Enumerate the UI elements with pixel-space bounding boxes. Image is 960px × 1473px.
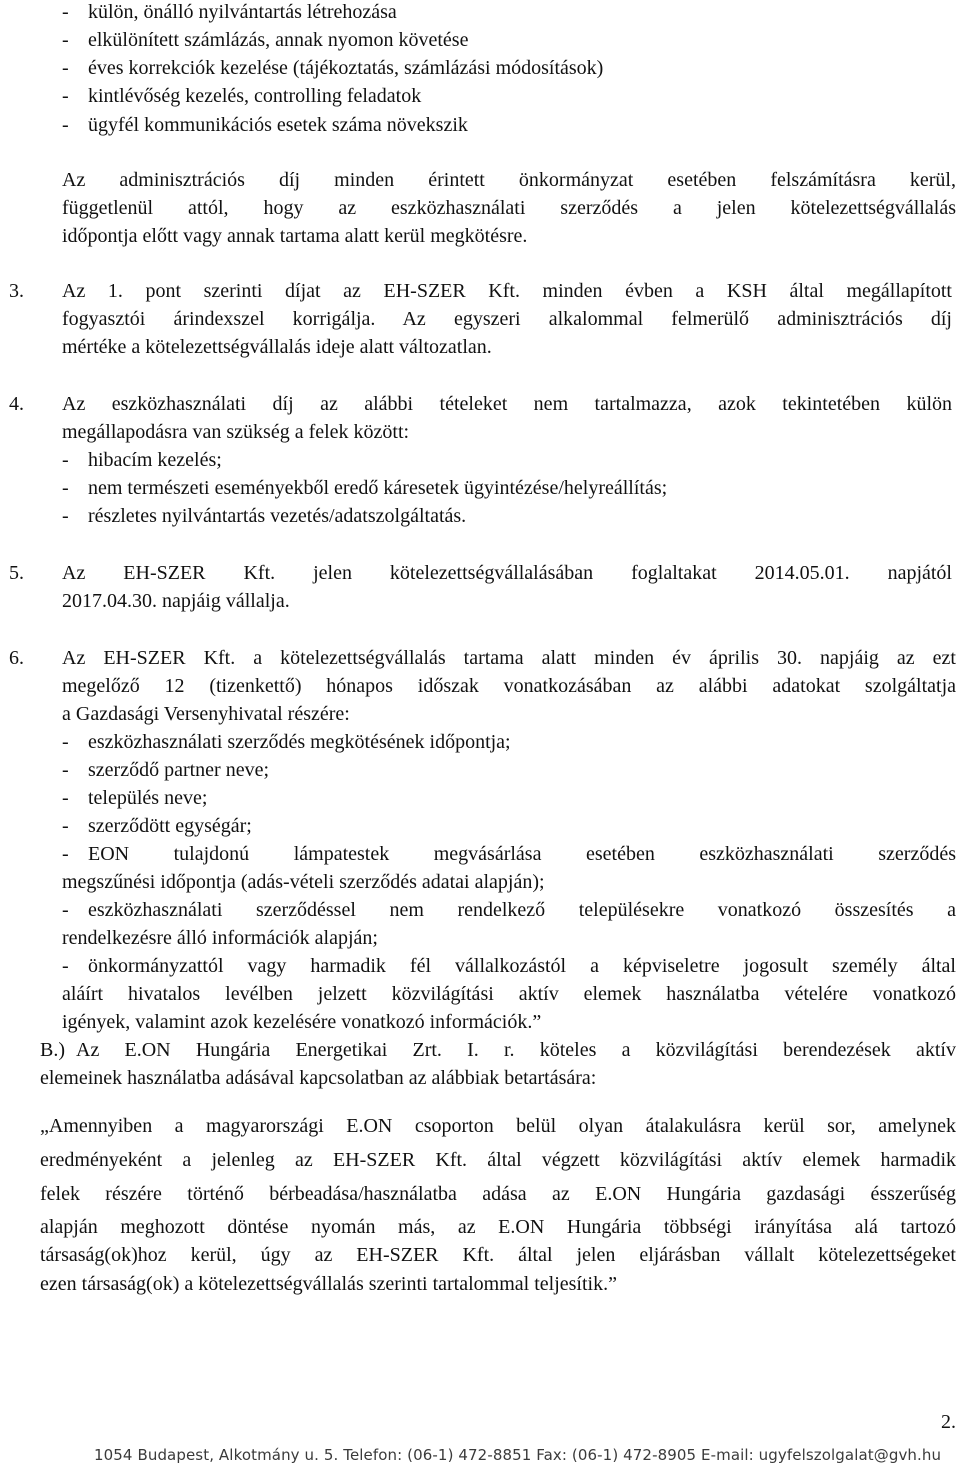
list-dash: -: [62, 787, 69, 809]
list-item: ügyfél kommunikációs esetek száma növekszik: [88, 114, 468, 136]
page-number: 2.: [941, 1411, 956, 1433]
list-dash: -: [62, 759, 69, 781]
list-item: külön, önálló nyilvántartás létrehozása: [88, 1, 397, 23]
list-dash: -: [62, 505, 69, 527]
list-item: EON tulajdonú lámpatestek megvásárlása esetében eszközhasználati szerződés: [88, 843, 956, 865]
list-item: elkülönített számlázás, annak nyomon követése: [88, 29, 469, 51]
list-item: nem természeti eseményekből eredő káresetek ügyintézése/helyreállítás;: [88, 477, 668, 499]
paragraph-line: függetlenül attól, hogy az eszközhasználati szerződés a jelen kötelezettségvállalás: [62, 197, 956, 219]
point-number: 5.: [9, 562, 24, 584]
list-item: szerződött egységár;: [88, 815, 252, 837]
paragraph-line: fogyasztói árindexszel korrigálja. Az egyszeri alkalommal felmerülő adminisztrációs díj: [62, 308, 952, 330]
paragraph-line: felek részére történő bérbeadása/használatba adása az E.ON Hungária gazdasági ésszerűség: [40, 1183, 956, 1205]
paragraph-line: mértéke a kötelezettségvállalás ideje alatt változatlan.: [62, 336, 492, 358]
list-dash: -: [62, 843, 69, 865]
paragraph-line: Az adminisztrációs díj minden érintett önkormányzat esetében felszámításra kerül,: [62, 169, 956, 191]
list-item-continuation: igények, valamint azok kezelésére vonatkozó információk.”: [62, 1011, 542, 1033]
paragraph-line: időpontja előtt vagy annak tartama alatt kerül megkötésre.: [62, 225, 528, 247]
paragraph-line: megállapodásra van szükség a felek között:: [62, 421, 410, 443]
list-dash: -: [62, 1, 69, 23]
point-number: 4.: [9, 393, 24, 415]
paragraph-line: Az 1. pont szerinti díjat az EH-SZER Kft. minden évben a KSH által megállapított: [62, 280, 952, 302]
paragraph-line: megelőző 12 (tizenkettő) hónapos időszak vonatkozásában az alábbi adatokat szolgáltatja: [62, 675, 956, 697]
paragraph-line: Az EH-SZER Kft. jelen kötelezettségvállalásában foglaltakat 2014.05.01. napjától: [62, 562, 952, 584]
paragraph-line: társaság(ok)hoz kerül, úgy az EH-SZER Kft. által jelen eljárásban vállalt kötelezettségeket: [40, 1244, 956, 1266]
list-item: szerződő partner neve;: [88, 759, 270, 781]
list-item: település neve;: [88, 787, 208, 809]
section-label: B.): [40, 1039, 65, 1061]
list-item: önkormányzattól vagy harmadik fél vállalkozástól a képviseletre jogosult személy által: [88, 955, 956, 977]
list-dash: -: [62, 815, 69, 837]
paragraph-line: eredményeként a jelenleg az EH-SZER Kft. által végzett közvilágítási aktív elemek harmadik: [40, 1149, 956, 1171]
list-item: éves korrekciók kezelése (tájékoztatás, számlázási módosítások): [88, 57, 604, 79]
list-dash: -: [62, 899, 69, 921]
list-item-continuation: rendelkezésre álló információk alapján;: [62, 927, 378, 949]
paragraph-line: a Gazdasági Versenyhivatal részére:: [62, 703, 350, 725]
paragraph-line: 2017.04.30. napjáig vállalja.: [62, 590, 290, 612]
list-dash: -: [62, 57, 69, 79]
list-item: kintlévőség kezelés, controlling feladatok: [88, 85, 422, 107]
list-item-continuation: aláírt hivatalos levélben jelzett közvilágítási aktív elemek használatba vételére vonatkozó: [62, 983, 956, 1005]
list-item: részletes nyilvántartás vezetés/adatszolgáltatás.: [88, 505, 467, 527]
paragraph-line: Az EH-SZER Kft. a kötelezettségvállalás tartama alatt minden év április 30. napjáig az ezt: [62, 647, 956, 669]
list-dash: -: [62, 85, 69, 107]
list-dash: -: [62, 955, 69, 977]
list-item: eszközhasználati szerződéssel nem rendelkező településekre vonatkozó összesítés a: [88, 899, 956, 921]
paragraph-line: Az eszközhasználati díj az alábbi tételeket nem tartalmazza, azok tekintetében külön: [62, 393, 952, 415]
list-item: hibacím kezelés;: [88, 449, 222, 471]
list-dash: -: [62, 29, 69, 51]
list-item-continuation: megszűnési időpontja (adás-vételi szerződés adatai alapján);: [62, 871, 545, 893]
paragraph-line: ezen társaság(ok) a kötelezettségvállalás szerinti tartalommal teljesítik.”: [40, 1273, 617, 1295]
paragraph-line: elemeinek használatba adásával kapcsolatban az alábbiak betartására:: [40, 1067, 597, 1089]
list-dash: -: [62, 731, 69, 753]
list-item: eszközhasználati szerződés megkötésének időpontja;: [88, 731, 511, 753]
point-number: 3.: [9, 280, 24, 302]
list-dash: -: [62, 114, 69, 136]
list-dash: -: [62, 449, 69, 471]
paragraph-line: alapján meghozott döntése nyomán más, az E.ON Hungária többségi irányítása alá tartozó: [40, 1216, 956, 1238]
point-number: 6.: [9, 647, 24, 669]
paragraph-line: Az E.ON Hungária Energetikai Zrt. I. r. köteles a közvilágítási berendezések aktív: [76, 1039, 956, 1061]
page-footer: 1054 Budapest, Alkotmány u. 5. Telefon: (06-1) 472-8851 Fax: (06-1) 472-8905 E-mail: ugyfelszolgalat@gvh.hu: [94, 1446, 942, 1464]
list-dash: -: [62, 477, 69, 499]
paragraph-line: „Amennyiben a magyarországi E.ON csoporton belül olyan átalakulásra kerül sor, amelynek: [40, 1115, 956, 1137]
